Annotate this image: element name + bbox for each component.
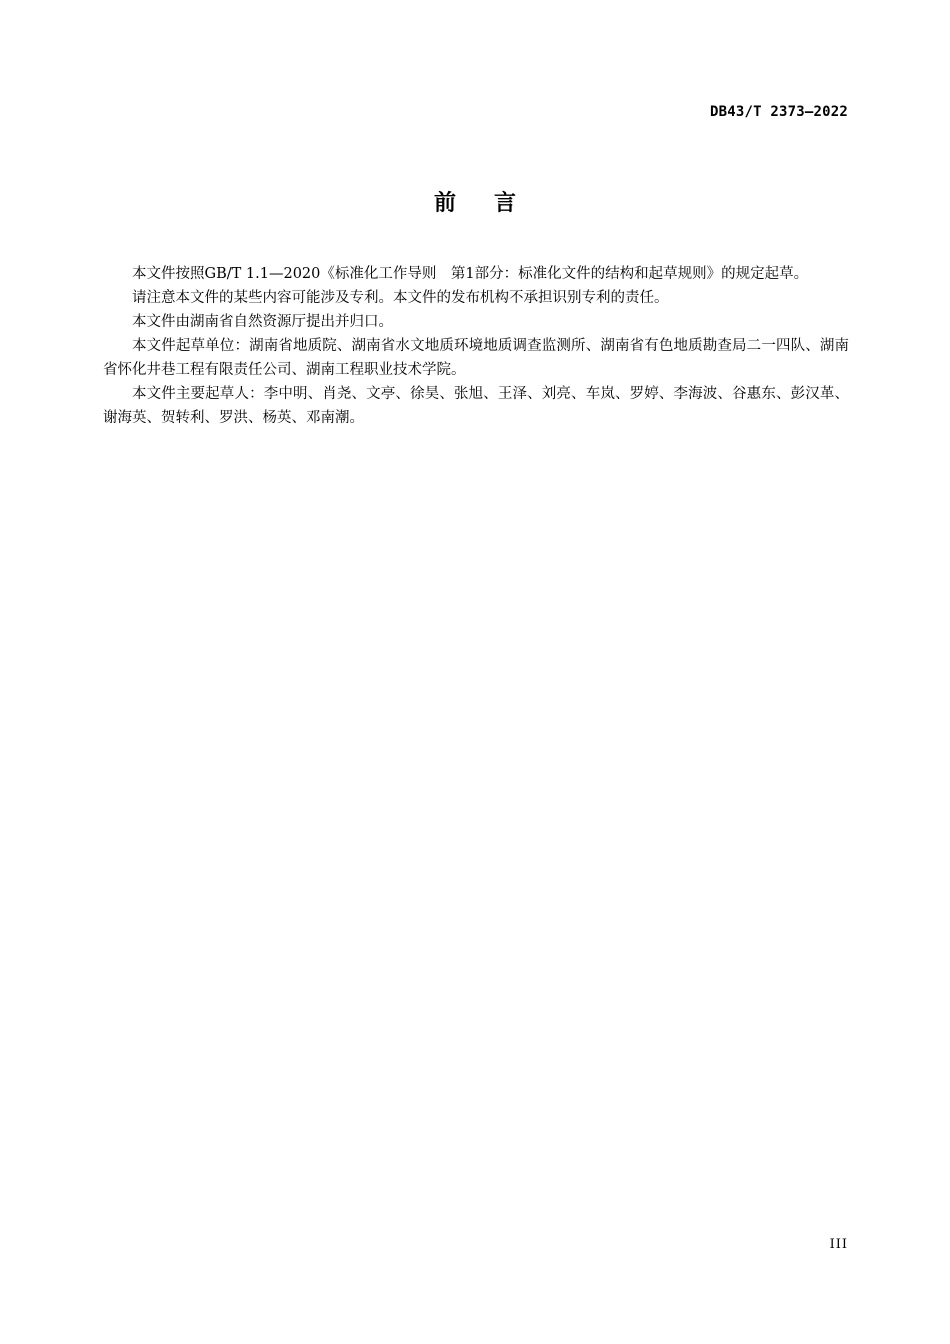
document-code: DB43/T 2373—2022 xyxy=(709,104,848,120)
paragraph-drafting-units: 本文件起草单位：湖南省地质院、湖南省水文地质环境地质调查监测所、湖南省有色地质勘查局二一四队、湖南省怀化井巷工程有限责任公司、湖南工程职业技术学院。 xyxy=(103,338,849,378)
foreword-content xyxy=(103,262,849,430)
paragraph-drafting-rules: 本文件按照GB/T 1.1—2020《标准化工作导则 第1部分：标准化文件的结构和起草规则》的规定起草。 xyxy=(132,266,809,282)
paragraph-main-drafters: 本文件主要起草人：李中明、肖尧、文亭、徐昊、张旭、王泽、刘亮、车岚、罗婷、李海波、谷惠东、彭汉革、谢海英、贺转利、罗洪、杨英、邓南潮。 xyxy=(103,386,849,426)
paragraph-patent-notice: 请注意本文件的某些内容可能涉及专利。本文件的发布机构不承担识别专利的责任。 xyxy=(132,290,669,306)
paragraph-proposer: 本文件由湖南省自然资源厅提出并归口。 xyxy=(132,314,393,330)
page-number: III xyxy=(829,1237,848,1252)
page-title: 前言 xyxy=(433,191,554,216)
